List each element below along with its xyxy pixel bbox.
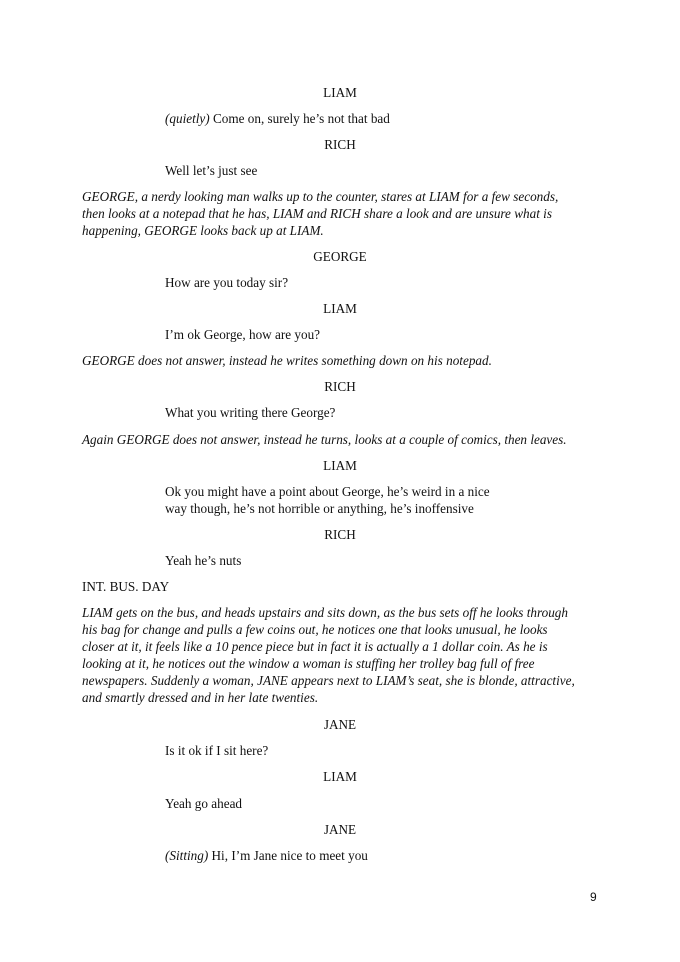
character-name: LIAM <box>323 301 357 316</box>
character-name: RICH <box>324 137 356 152</box>
action-line: closer at it, it feels like a 10 pence piece but in fact it is actually a 1 dollar coin. As he is <box>82 639 548 654</box>
action-line: looking at it, he notices out the window a woman is stuffing her trolley bag full of free <box>82 656 535 671</box>
dialogue-line: What you writing there George? <box>165 405 336 420</box>
character-name: JANE <box>323 822 357 837</box>
dialogue-line: Yeah he’s nuts <box>165 553 242 568</box>
dialogue-text: Hi, I’m Jane nice to meet you <box>208 848 368 863</box>
dialogue-line: How are you today sir? <box>165 275 289 290</box>
dialogue-line: Is it ok if I sit here? <box>165 743 269 758</box>
action-line: GEORGE, a nerdy looking man walks up to the counter, stares at LIAM for a few seconds, <box>82 189 559 204</box>
action-line: then looks at a notepad that he has, LIAM and RICH share a look and are unsure what is <box>82 206 552 221</box>
character-name: LIAM <box>323 458 357 473</box>
scene-heading: INT. BUS. DAY <box>82 579 170 594</box>
dialogue-line: Ok you might have a point about George, he’s weird in a nice <box>165 484 490 499</box>
action-line: newspapers. Suddenly a woman, JANE appears next to LIAM’s seat, she is blonde, attractive, <box>82 673 575 688</box>
page-number: 9 <box>590 890 597 904</box>
dialogue-text: Come on, surely he’s not that bad <box>209 111 390 126</box>
action-line: LIAM gets on the bus, and heads upstairs and sits down, as the bus sets off he looks through <box>82 605 568 620</box>
dialogue-line <box>165 110 390 127</box>
dialogue-line: way though, he’s not horrible or anything, he’s inoffensive <box>165 501 474 516</box>
character-name: LIAM <box>323 769 357 784</box>
character-name: JANE <box>323 717 357 732</box>
action-line: happening, GEORGE looks back up at LIAM. <box>82 223 324 238</box>
parenthetical: (Sitting) <box>165 848 209 863</box>
action-line: GEORGE does not answer, instead he writes something down on his notepad. <box>82 353 492 368</box>
dialogue-line: I’m ok George, how are you? <box>165 327 321 342</box>
dialogue-line: Yeah go ahead <box>165 796 243 811</box>
character-name: GEORGE <box>313 249 367 264</box>
dialogue-line: Well let’s just see <box>165 163 258 178</box>
action-line: Again GEORGE does not answer, instead he turns, looks at a couple of comics, then leaves. <box>82 432 567 447</box>
action-line: his bag for change and pulls a few coins out, he notices one that looks unusual, he looks <box>82 622 548 637</box>
character-name: LIAM <box>323 85 357 100</box>
parenthetical: (quietly) <box>165 111 210 126</box>
action-line: and smartly dressed and in her late twenties. <box>82 690 319 705</box>
character-name: RICH <box>324 527 356 542</box>
dialogue-line <box>165 847 368 864</box>
character-name: RICH <box>324 379 356 394</box>
